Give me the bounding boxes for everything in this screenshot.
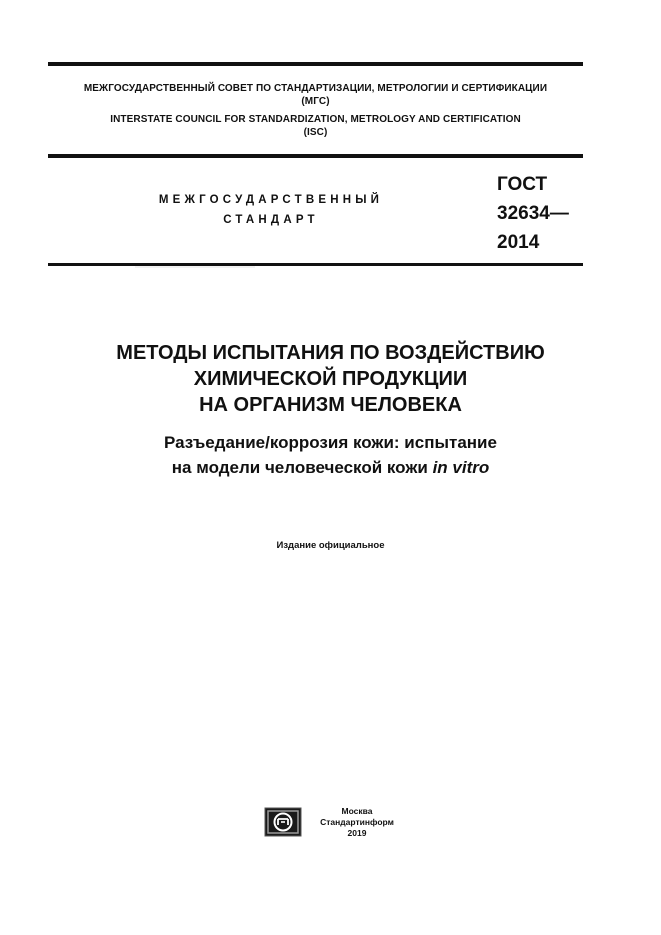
document-subtitle-line1: Разъедание/коррозия кожи: испытание	[164, 433, 497, 452]
document-subtitle-line2	[40, 455, 621, 480]
council-ru-name: МЕЖГОСУДАРСТВЕННЫЙ СОВЕТ ПО СТАНДАРТИЗАЦИИ, МЕТРОЛОГИИ И СЕРТИФИКАЦИИ	[83, 83, 548, 94]
publisher-city: Москва	[341, 806, 373, 816]
standartinform-logo-icon	[264, 807, 302, 837]
gost-number: 32634—	[497, 203, 569, 224]
publisher-year: 2019	[347, 828, 367, 838]
top-rule	[48, 62, 583, 66]
subtitle-text: на модели человеческой кожи	[171, 458, 433, 477]
document-title-line3: НА ОРГАНИЗМ ЧЕЛОВЕКА	[199, 394, 462, 416]
middle-rule	[48, 154, 583, 158]
subtitle-italic: in vitro	[432, 458, 490, 477]
gost-designation	[497, 170, 607, 257]
council-en-abbr: (ISC)	[303, 127, 328, 138]
gost-label: ГОСТ	[497, 174, 548, 195]
publisher-name: Стандартинформ	[320, 817, 394, 827]
edition-label: Издание официальное	[276, 540, 385, 551]
gost-year: 2014	[497, 232, 540, 253]
lower-rule	[48, 263, 583, 266]
standard-kind-line1: МЕЖГОСУДАРСТВЕННЫЙ	[158, 194, 384, 206]
bleed-through-mark	[342, 156, 492, 158]
document-title-line2: ХИМИЧЕСКОЙ ПРОДУКЦИИ	[193, 368, 468, 390]
publisher-info	[307, 806, 407, 839]
document-title-line1: МЕТОДЫ ИСПЫТАНИЯ ПО ВОЗДЕЙСТВИЮ	[116, 342, 545, 364]
council-en-name: INTERSTATE COUNCIL FOR STANDARDIZATION, METROLOGY AND CERTIFICATION	[110, 114, 521, 125]
council-ru-abbr: (МГС)	[301, 96, 330, 107]
bleed-through-mark-2	[135, 266, 255, 268]
standard-kind-line2: СТАНДАРТ	[223, 214, 319, 226]
